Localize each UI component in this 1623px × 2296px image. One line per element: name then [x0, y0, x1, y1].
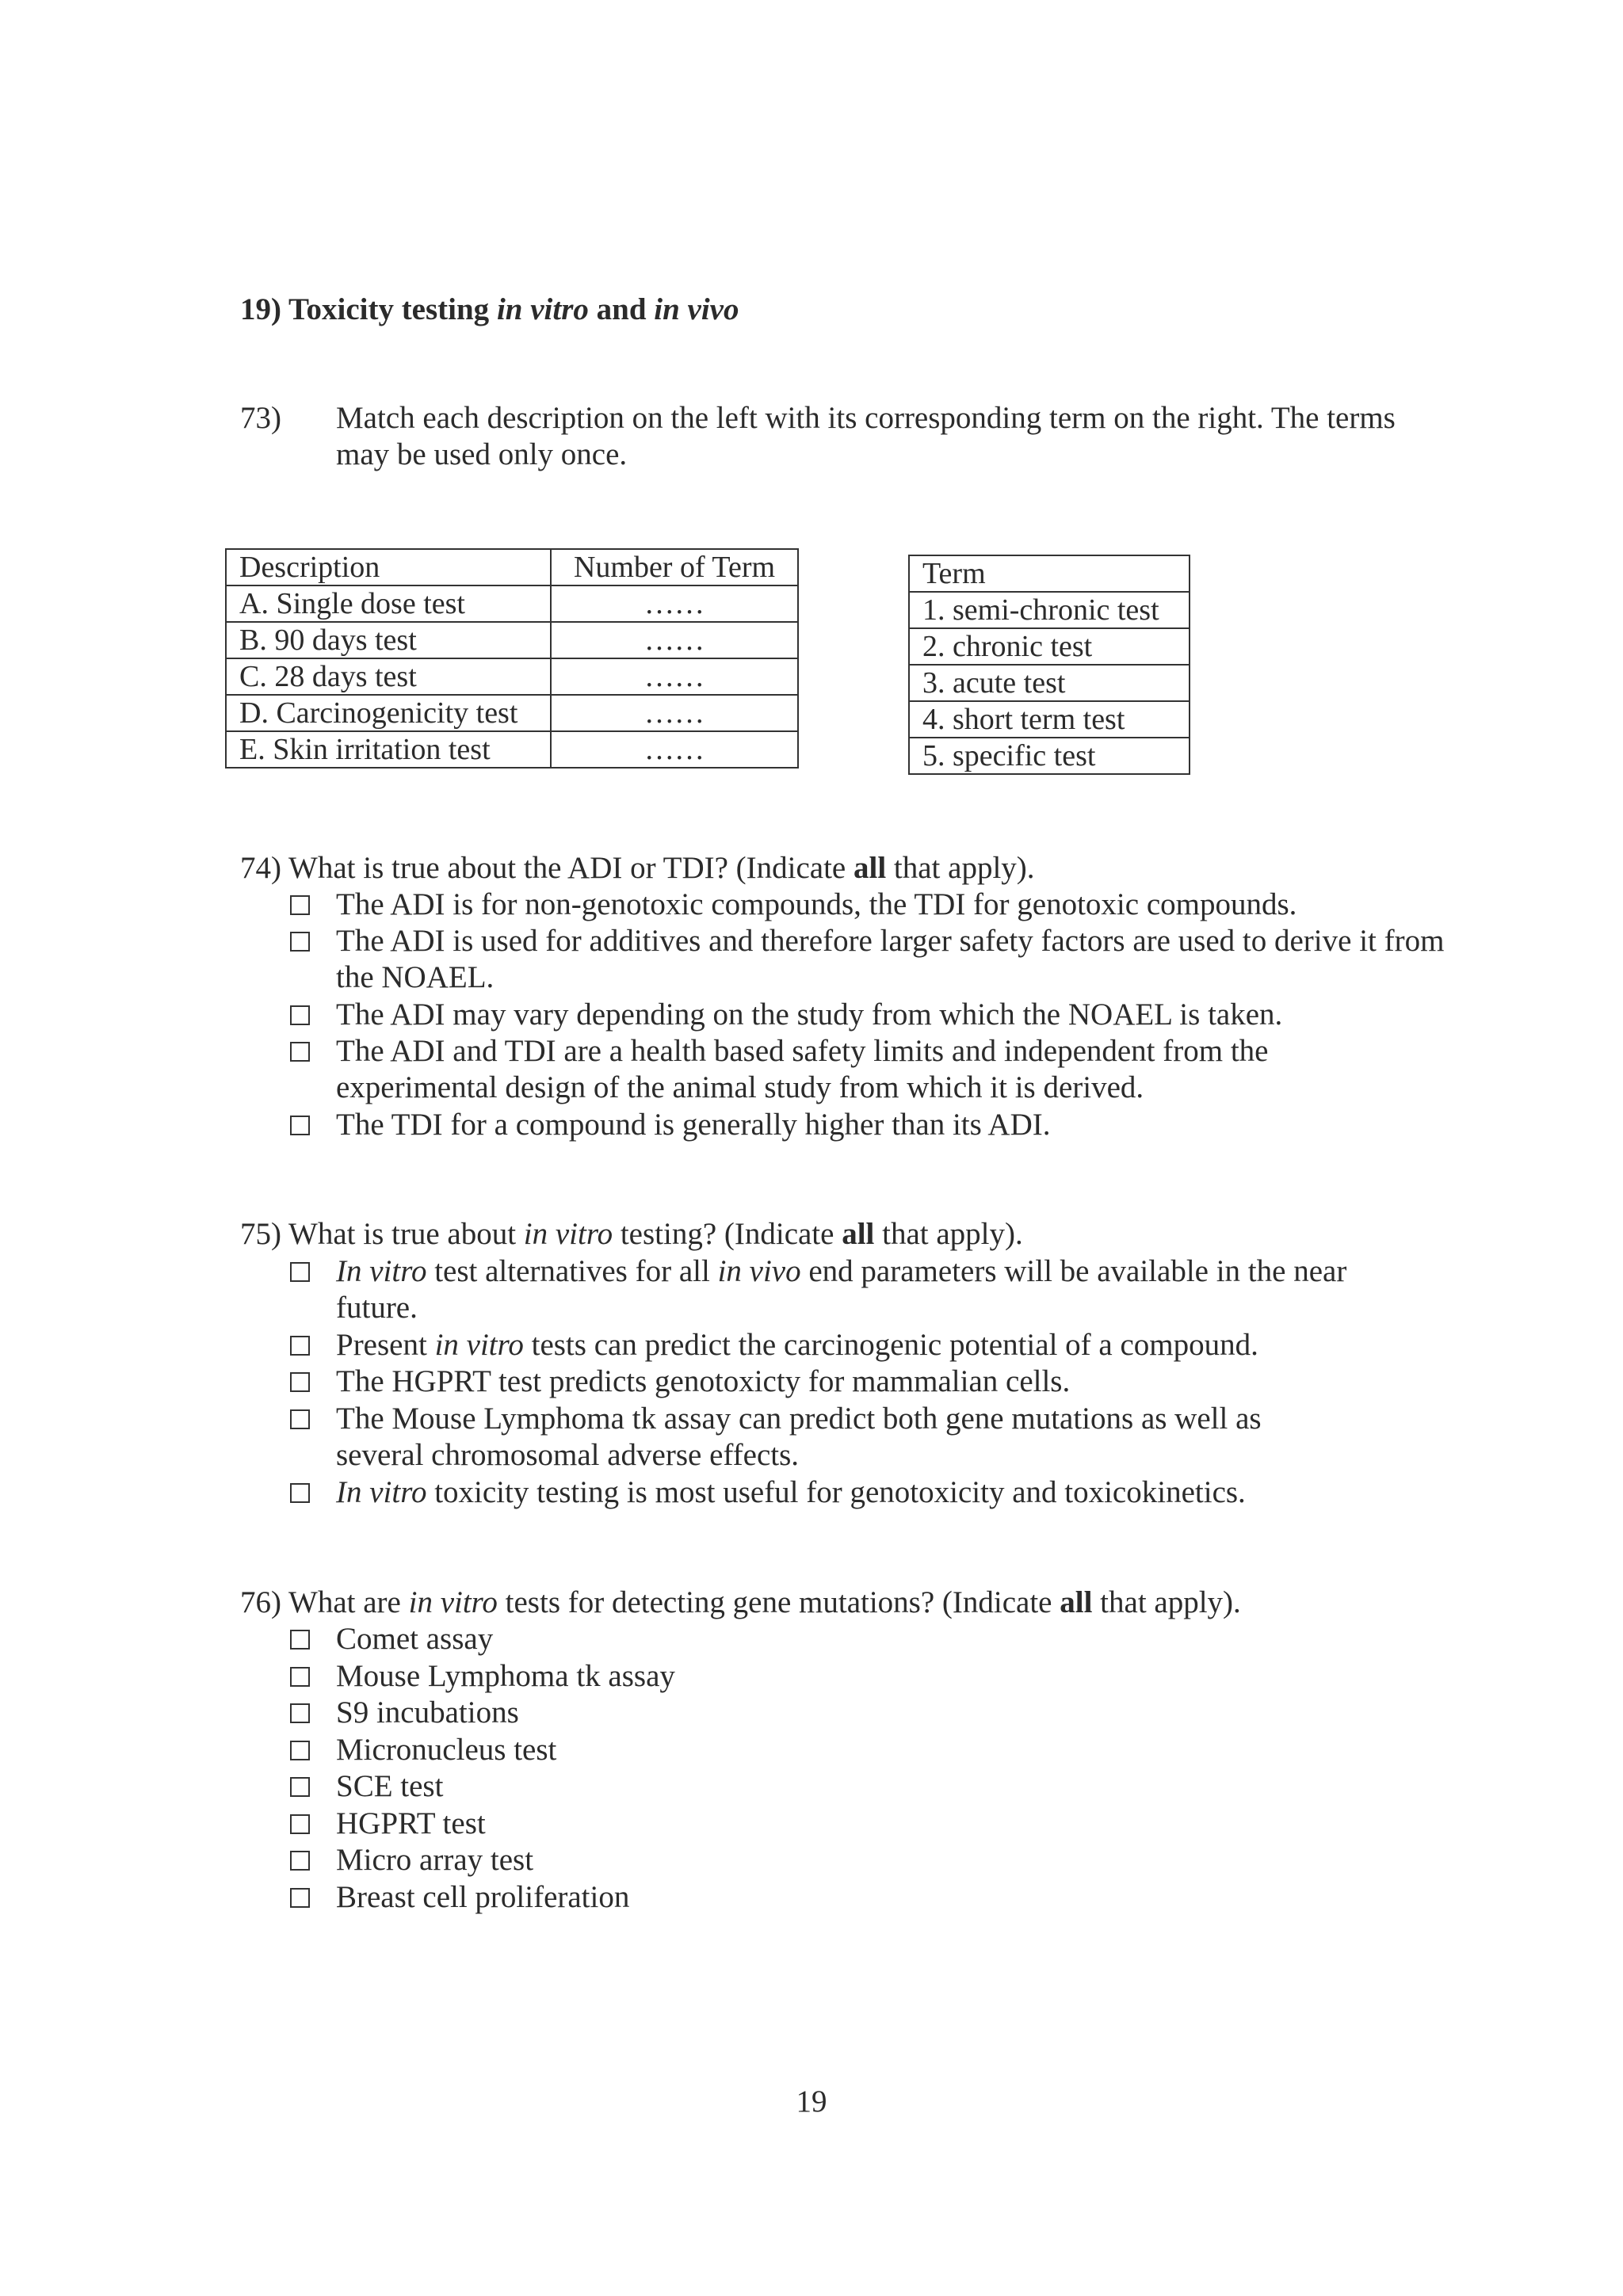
table-row	[909, 665, 1190, 701]
option-label: The HGPRT test predicts genotoxicty for mammalian cells.	[336, 1364, 1071, 1398]
option-italic: in vivo	[717, 1254, 801, 1288]
description-cell: D. Carcinogenicity test	[226, 695, 551, 731]
q74-stem-suffix: that apply).	[893, 851, 1035, 885]
option-label: Micronucleus test	[336, 1733, 557, 1767]
description-table	[225, 548, 799, 769]
checkbox[interactable]	[290, 1336, 310, 1356]
table-row	[909, 738, 1190, 774]
checkbox[interactable]	[290, 895, 310, 915]
table-row	[909, 701, 1190, 738]
q75-stem-mid: testing? (Indicate	[620, 1217, 834, 1251]
checkbox[interactable]	[290, 1116, 310, 1135]
option-label: The ADI is used for additives and therefore larger safety factors are used to derive it from the NOAEL.	[336, 924, 1445, 994]
q76-stem	[240, 1585, 1241, 1621]
checkbox[interactable]	[290, 1703, 310, 1723]
option-label: Mouse Lymphoma tk assay	[336, 1659, 675, 1693]
option-italic: in vitro	[434, 1328, 524, 1362]
term-cell: 5. specific test	[909, 738, 1190, 774]
option-text: test alternatives for all	[434, 1254, 710, 1288]
checkbox[interactable]	[290, 1262, 310, 1282]
term-cell: 2. chronic test	[909, 628, 1190, 665]
q76-stem-text: 76) What are	[240, 1585, 401, 1619]
option-label: The ADI is for non-genotoxic compounds, the TDI for genotoxic compounds.	[336, 887, 1297, 921]
section-title-italic2: in vivo	[654, 292, 739, 326]
option-text: tests can predict the carcinogenic potential of a compound.	[531, 1328, 1258, 1362]
table-row	[226, 622, 798, 658]
table-row	[226, 731, 798, 768]
option-text: Present	[336, 1328, 427, 1362]
answer-blank[interactable]: ……	[551, 622, 798, 658]
checkbox[interactable]	[290, 1409, 310, 1429]
checkbox[interactable]	[290, 1667, 310, 1687]
option-label: Breast cell proliferation	[336, 1880, 630, 1914]
table-header-description: Description	[226, 549, 551, 585]
option-label	[336, 1253, 1398, 1326]
option-italic: In vitro	[336, 1475, 427, 1509]
section-title-italic1: in vitro	[496, 292, 589, 326]
table-header-number-of-term: Number of Term	[551, 549, 798, 585]
page-number: 19	[796, 2084, 827, 2119]
checkbox[interactable]	[290, 1851, 310, 1871]
answer-blank[interactable]: ……	[551, 731, 798, 768]
q75-stem-text: 75) What is true about	[240, 1217, 517, 1251]
q74-stem-bold: all	[853, 851, 887, 885]
checkbox[interactable]	[290, 1741, 310, 1760]
checkbox[interactable]	[290, 1630, 310, 1650]
option-label	[336, 1327, 1445, 1363]
table-row	[226, 549, 798, 585]
q73-text: Match each description on the left with its corresponding term on the right. The terms may be used only once.	[336, 401, 1396, 471]
q76-stem-italic: in vitro	[408, 1585, 498, 1619]
answer-blank[interactable]: ……	[551, 585, 798, 622]
option-label: The ADI and TDI are a health based safety limits and independent from the experimental design of the animal study from which it is derived.	[336, 1034, 1269, 1104]
checkbox[interactable]	[290, 1042, 310, 1062]
table-row	[226, 658, 798, 695]
option-label: S9 incubations	[336, 1695, 519, 1730]
option-italic: In vitro	[336, 1254, 427, 1288]
description-cell: C. 28 days test	[226, 658, 551, 695]
option-text: end parameters will be available in the near future.	[336, 1254, 1347, 1325]
term-table	[908, 555, 1190, 775]
option-label	[336, 1474, 1445, 1511]
checkbox[interactable]	[290, 1372, 310, 1392]
description-cell: E. Skin irritation test	[226, 731, 551, 768]
checkbox[interactable]	[290, 932, 310, 952]
term-cell: 1. semi-chronic test	[909, 592, 1190, 628]
table-row	[226, 695, 798, 731]
q76-stem-suffix: that apply).	[1100, 1585, 1241, 1619]
term-cell: 4. short term test	[909, 701, 1190, 738]
q76-stem-bold: all	[1060, 1585, 1093, 1619]
table-row	[909, 592, 1190, 628]
description-cell: B. 90 days test	[226, 622, 551, 658]
checkbox[interactable]	[290, 1888, 310, 1908]
answer-blank[interactable]: ……	[551, 658, 798, 695]
option-label: The TDI for a compound is generally higher than its ADI.	[336, 1108, 1051, 1142]
answer-blank[interactable]: ……	[551, 695, 798, 731]
checkbox[interactable]	[290, 1814, 310, 1834]
q75-stem-suffix: that apply).	[882, 1217, 1023, 1251]
checkbox[interactable]	[290, 1777, 310, 1797]
table-row	[909, 555, 1190, 592]
table-row	[226, 585, 798, 622]
q75-stem	[240, 1216, 1023, 1253]
section-title-part1: Toxicity testing	[288, 292, 490, 326]
option-label: The Mouse Lymphoma tk assay can predict both gene mutations as well as several chromosomal adverse effects.	[336, 1402, 1262, 1472]
description-cell: A. Single dose test	[226, 585, 551, 622]
option-text: toxicity testing is most useful for genotoxicity and toxicokinetics.	[434, 1475, 1246, 1509]
section-title	[240, 292, 739, 328]
table-header-term: Term	[909, 555, 1190, 592]
section-number: 19)	[240, 292, 281, 326]
option-label: The ADI may vary depending on the study from which the NOAEL is taken.	[336, 997, 1283, 1032]
q73-number: 73)	[240, 401, 281, 435]
section-title-part2: and	[596, 292, 647, 326]
option-label: Comet assay	[336, 1622, 494, 1656]
q74-stem	[240, 850, 1035, 887]
option-label: Micro array test	[336, 1843, 534, 1877]
q75-stem-italic: in vitro	[523, 1217, 613, 1251]
term-cell: 3. acute test	[909, 665, 1190, 701]
checkbox[interactable]	[290, 1005, 310, 1025]
option-label: HGPRT test	[336, 1806, 486, 1840]
q75-stem-bold: all	[842, 1217, 875, 1251]
q76-stem-mid: tests for detecting gene mutations? (Indicate	[505, 1585, 1052, 1619]
table-row	[909, 628, 1190, 665]
q74-stem-text: 74) What is true about the ADI or TDI? (Indicate	[240, 851, 846, 885]
checkbox[interactable]	[290, 1483, 310, 1503]
option-label: SCE test	[336, 1769, 444, 1803]
